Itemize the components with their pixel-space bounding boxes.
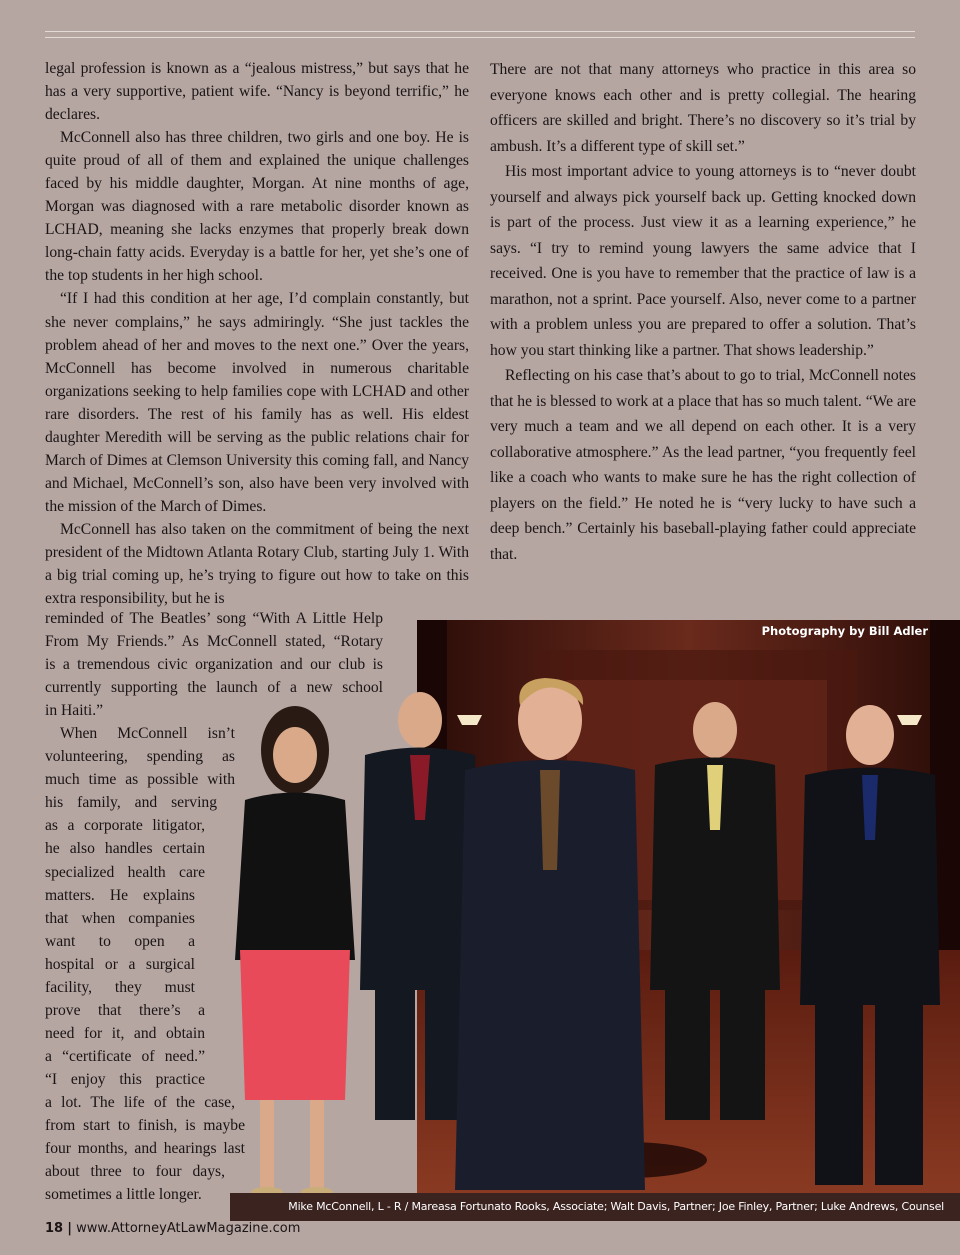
wrapped-text-line: about three to four days, xyxy=(45,1163,225,1181)
wrapped-text-line: that when companies xyxy=(45,909,195,927)
wrapped-text-line: four months, and hearings last xyxy=(45,1140,245,1158)
left-paragraph: McConnell has also taken on the commitment of being the next president of the Midtown Atlanta Rotary Club, starting July 1. With a big trial coming up, he’s trying to figure out how to take on this extra responsibility, but he is xyxy=(45,520,469,608)
header-rule-bottom xyxy=(45,37,915,38)
wrapped-text-line: sometimes a little longer. xyxy=(45,1186,202,1204)
right-paragraph: His most important advice to young attorneys is to “never doubt yourself and always pick yourself back up. Getting knocked down is part of the process. Just view it as a learning experience,” he says. “I try to remind young lawyers the same advice that I received. One is you have to remember that the practice of law is a marathon, not a sprint. Pace yourself. Also, never come to a partner with a problem unless you are prepared to offer a solution. That’s how you start thinking like a partner. That shows leadership.” xyxy=(490,163,916,359)
wrapped-text-line: a lot. The life of the case, xyxy=(45,1093,235,1111)
right-paragraph: There are not that many attorneys who practice in this area so everyone knows each other and is pretty collegial. The hearing officers are skilled and bright. There’s no discovery so it’s trial by ambush. It’s a different type of skill set.” xyxy=(490,61,916,155)
left-column xyxy=(45,57,469,610)
wrapped-text-line: as a corporate litigator, xyxy=(45,817,205,835)
wrapped-text-line: from start to finish, is maybe xyxy=(45,1117,245,1135)
left-paragraph: McConnell also has three children, two girls and one boy. He is quite proud of all of them and explained the unique challenges faced by his middle daughter, Morgan. At nine months of age, Morgan was diagnosed with a rare metabolic disorder known as LCHAD, meaning she lacks enzymes that properly break down long-chain fatty acids. Everyday is a battle for her, yet she’s one of the top students in her high school. xyxy=(45,129,469,285)
footer-website-link[interactable]: www.AttorneyAtLawMagazine.com xyxy=(76,1221,301,1236)
wrapped-text-line: specialized health care xyxy=(45,863,205,881)
people-illustration xyxy=(215,660,960,1200)
left-paragraph: legal profession is known as a “jealous mistress,” but says that he has a very supportive, patient wife. “Nancy is beyond terrific,” he declares. xyxy=(45,60,469,124)
wrapped-text-line: currently supporting the launch of a new school xyxy=(45,679,383,697)
footer-separator: | xyxy=(67,1221,72,1236)
left-paragraph: “If I had this condition at her age, I’d complain constantly, but she never complains,” he says admiringly. “She just tackles the problem ahead of her and moves to the next one.” Over the years, McConnell has become involved in numerous charitable organizations seeking to help families cope with LCHAD and other rare disorders. The rest of his family has as well. His eldest daughter Meredith will be serving as the public relations chair for March of Dimes at Clemson University this coming fall, and Nancy and Michael, McConnell’s son, also have been very involved with the mission of the March of Dimes. xyxy=(45,290,469,515)
wrapped-text-line: “I enjoy this practice xyxy=(45,1070,205,1088)
right-column xyxy=(490,57,916,567)
page-number: 18 xyxy=(45,1221,64,1236)
wrapped-text-line: much time as possible with xyxy=(45,771,235,789)
wrapped-text-line: hospital or a surgical xyxy=(45,955,195,973)
wrapped-text-line: want to open a xyxy=(45,932,195,950)
wrapped-text-line: reminded of The Beatles’ song “With A Little Help xyxy=(45,610,383,627)
wrapped-text-line: his family, and serving xyxy=(45,794,217,812)
wrapped-text-line: a “certificate of need.” xyxy=(45,1047,205,1065)
wrapped-text-line: in Haiti.” xyxy=(45,702,104,720)
wrapped-text-line: From My Friends.” As McConnell stated, “Rotary xyxy=(45,633,383,651)
wrapped-text-line: need for it, and obtain xyxy=(45,1024,205,1042)
wrapped-text-line: prove that there’s a xyxy=(45,1001,205,1019)
wrapped-text-line: is a tremendous civic organization and our club is xyxy=(45,656,383,674)
right-paragraph: Reflecting on his case that’s about to go to trial, McConnell notes that he is blessed to work at a place that has so much talent. “We are very much a team and we all depend on each other. It is a very collaborative atmosphere.” As the lead partner, “you frequently feel like a coach who wants to make sure he has the right collection of players on the field.” He noted he is “very lucky to have such a deep bench.” Certainly his baseball-playing father could appreciate that. xyxy=(490,367,916,563)
photo-credit: Photography by Bill Adler xyxy=(761,624,928,638)
page-footer xyxy=(45,1221,300,1236)
wrapped-text-line: he also handles certain xyxy=(45,840,205,858)
wrapped-text-line: When McConnell isn’t xyxy=(60,725,235,743)
wrapped-text-line: matters. He explains xyxy=(45,886,195,904)
photo-caption: Mike McConnell, L - R / Mareasa Fortunato Rooks, Associate; Walt Davis, Partner; Joe Finley, Partner; Luke Andrews, Counsel xyxy=(230,1193,960,1221)
wrapped-text-line: volunteering, spending as xyxy=(45,748,235,766)
wrapped-text-line: facility, they must xyxy=(45,978,195,996)
header-rule-top xyxy=(45,31,915,32)
